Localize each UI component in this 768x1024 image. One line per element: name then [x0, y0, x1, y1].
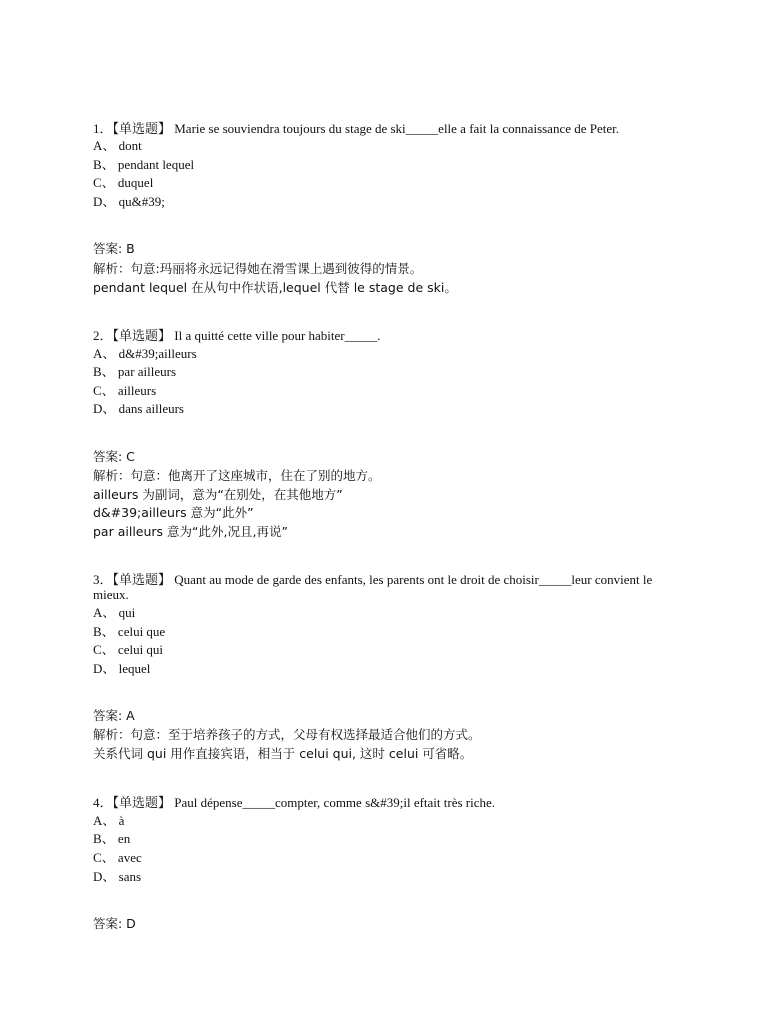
question-4-option-c: C、 avec	[93, 850, 142, 865]
question-2-explanation-line: d&#39;ailleurs 意为“此外”	[93, 505, 254, 520]
question-4-answer: 答案: D	[93, 916, 136, 931]
question-3-explanation-line: 解析：句意：至于培养孩子的方式，父母有权选择最适合他们的方式。	[93, 727, 481, 742]
question-4-option-b: B、 en	[93, 831, 131, 846]
question-4-option-d: D、 sans	[93, 869, 142, 884]
question-4-option-a: A、 à	[93, 813, 125, 828]
question-2-option-c: C、 ailleurs	[93, 383, 157, 398]
question-4-stem: 4．【单选题】 Paul dépense_____compter, comme s&#39;il eftait très riche.	[93, 795, 496, 810]
question-1-option-b: B、 pendant lequel	[93, 157, 195, 172]
question-1-option-c: C、 duquel	[93, 175, 154, 190]
question-1-stem: 1．【单选题】 Marie se souviendra toujours du stage de ski_____elle a fait la connaissance de Peter.	[93, 121, 620, 136]
question-1-explanation-line: 解析：句意:玛丽将永远记得她在滑雪课上遇到彼得的情景。	[93, 261, 423, 276]
question-1-answer: 答案: B	[93, 241, 135, 256]
question-2-option-a: A、 d&#39;ailleurs	[93, 346, 197, 361]
question-3-option-d: D、 lequel	[93, 661, 151, 676]
question-2-explanation-line: ailleurs 为副词，意为“在别处，在其他地方”	[93, 487, 343, 502]
question-1-option-a: A、 dont	[93, 138, 142, 153]
question-1-option-d: D、 qu&#39;	[93, 194, 165, 209]
question-3-option-b: B、 celui que	[93, 624, 166, 639]
question-2-option-d: D、 dans ailleurs	[93, 401, 184, 416]
question-2-explanation-line: par ailleurs 意为“此外,况且,再说”	[93, 524, 288, 539]
question-3-answer: 答案: A	[93, 708, 135, 723]
question-2-stem: 2．【单选题】 Il a quitté cette ville pour habiter_____.	[93, 328, 381, 343]
question-3-explanation-line: 关系代词 qui 用作直接宾语，相当于 celui qui, 这时 celui 可省略。	[93, 746, 473, 761]
question-2-explanation-line: 解析：句意：他离开了这座城市，住在了别的地方。	[93, 468, 381, 483]
question-3-option-a: A、 qui	[93, 605, 136, 620]
question-2-option-b: B、 par ailleurs	[93, 364, 177, 379]
question-3-stem: 3．【单选题】 Quant au mode de garde des enfants, les parents ont le droit de choisir_____leur convient le mieux.	[93, 572, 653, 602]
question-2-answer: 答案: C	[93, 449, 135, 464]
question-3-option-c: C、 celui qui	[93, 642, 164, 657]
question-1-explanation-line: pendant lequel 在从句中作状语,lequel 代替 le stage de ski。	[93, 280, 457, 295]
